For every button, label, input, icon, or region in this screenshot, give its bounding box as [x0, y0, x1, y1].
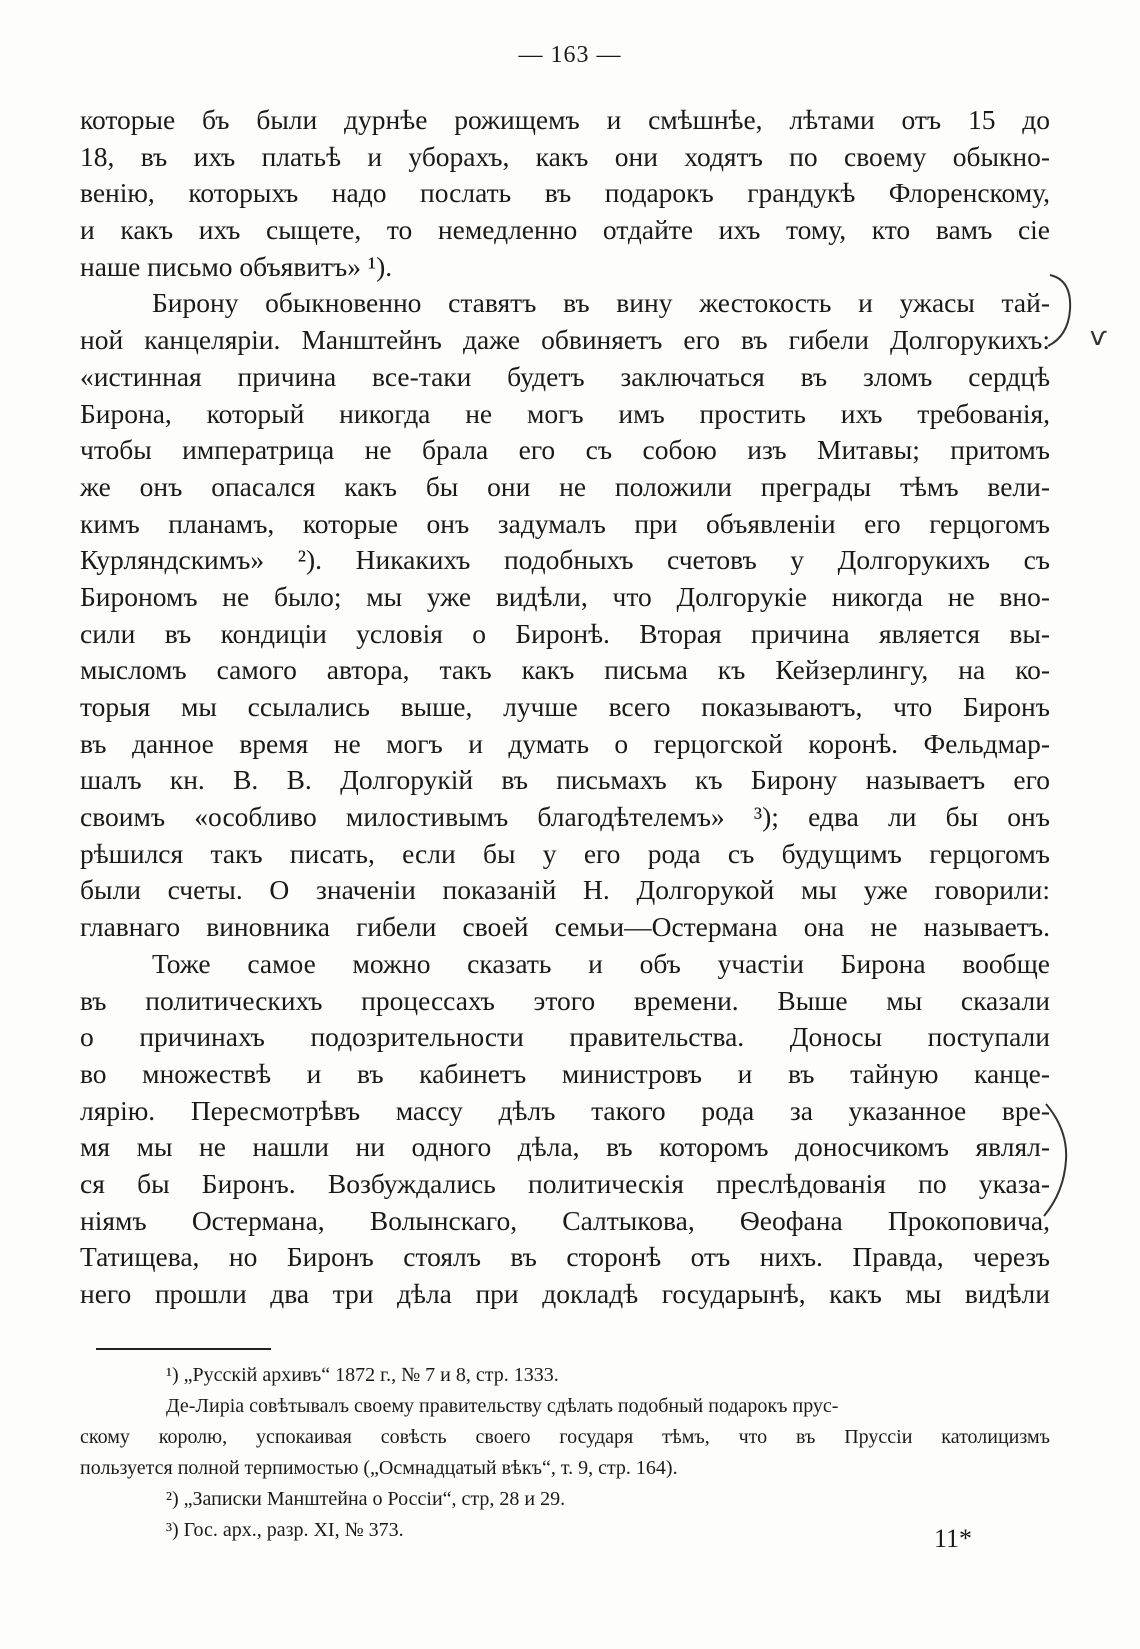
footnote-line: ¹) „Русскій архивъ“ 1872 г., № 7 и 8, стр. 1333.	[166, 1364, 559, 1386]
footnote-line: скому королю, успокаивая совѣсть своего государя тѣмъ, что въ Пруссіи католицизмъ	[80, 1426, 1050, 1448]
body-line: сили въ кондиціи условія о Биронѣ. Вторая причина является вы-	[80, 617, 1050, 649]
paragraph-start-line: Бирону обыкновенно ставятъ въ вину жестокость и ужасы тай-	[152, 287, 1050, 319]
footnote-line: ³) Гос. арх., разр. XI, № 373.	[166, 1519, 404, 1541]
body-line: ся бы Биронъ. Возбуждались политическія преслѣдованія по указа-	[80, 1167, 1050, 1199]
body-line: него прошли два три дѣла при докладѣ государынѣ, какъ мы видѣли	[80, 1278, 1050, 1309]
body-line: которые бъ были дурнѣе рожищемъ и смѣшнѣе, лѣтами отъ 15 до	[80, 104, 1050, 135]
body-line: 18, въ ихъ платьѣ и уборахъ, какъ они ходятъ по своему обыкно-	[80, 140, 1050, 172]
body-line: о причинахъ подозрительности правительства. Доносы поступали	[80, 1021, 1050, 1053]
body-line: ной канцеляріи. Манштейнъ даже обвиняетъ его въ гибели Долгорукихъ:	[80, 324, 1050, 356]
body-line: Бирона, который никогда не могъ имъ простить ихъ требованія,	[80, 397, 1050, 429]
margin-annotation-mark: ѵ	[1090, 322, 1108, 352]
body-line: Бирономъ не было; мы уже видѣли, что Долгорукіе никогда не вно-	[80, 580, 1050, 612]
body-line: чтобы императрица не брала его съ собою изъ Митавы; притомъ	[80, 434, 1050, 466]
body-line: были счеты. О значеніи показаній Н. Долгорукой мы уже говорили:	[80, 874, 1050, 906]
body-line: мысломъ самого автора, такъ какъ письма къ Кейзерлингу, на ко-	[80, 654, 1050, 686]
body-line: въ политическихъ процессахъ этого времени. Выше мы сказали	[80, 984, 1050, 1016]
body-line: же онъ опасался какъ бы они не положили преграды тѣмъ вели-	[80, 470, 1050, 502]
body-line: лярію. Пересмотрѣвъ массу дѣлъ такого рода за указанное вре-	[80, 1094, 1050, 1126]
footnote-line: пользуется полной терпимостью („Осмнадцатый вѣкъ“, т. 9, стр. 164).	[80, 1457, 678, 1479]
page-number: — 163 —	[518, 42, 622, 68]
paragraph-start-line: Тоже самое можно сказать и объ участіи Бирона вообще	[152, 947, 1050, 979]
body-line: въ данное время не могъ и думать о герцогской коронѣ. Фельдмар-	[80, 727, 1050, 759]
body-text	[80, 102, 1050, 1313]
signature-mark: 11*	[934, 1524, 973, 1553]
body-line: «истинная причина все-таки будетъ заключаться въ зломъ сердцѣ	[80, 360, 1050, 392]
footnote-divider	[96, 1348, 271, 1350]
body-line: и какъ ихъ сыщете, то немедленно отдайте ихъ тому, кто вамъ сіе	[80, 214, 1050, 246]
margin-bracket-bottom	[1040, 1100, 1080, 1220]
body-line: Курляндскимъ» ²). Никакихъ подобныхъ счетовъ у Долгорукихъ съ	[80, 544, 1050, 576]
footnote-line: Де-Лиріа совѣтывалъ своему правительству сдѣлать подобный подарокъ прус-	[166, 1395, 839, 1417]
body-line: Татищева, но Биронъ стоялъ въ сторонѣ отъ нихъ. Правда, черезъ	[80, 1241, 1050, 1273]
body-line: главнаго виновника гибели своей семьи—Остермана она не называетъ.	[80, 911, 1050, 943]
body-line: своимъ «особливо милостивымъ благодѣтелемъ» ³); едва ли бы онъ	[80, 801, 1050, 833]
margin-bracket-top	[1040, 270, 1080, 350]
footnotes	[80, 1360, 1050, 1546]
body-line: торыя мы ссылались выше, лучше всего показываютъ, что Биронъ	[80, 691, 1050, 722]
body-line: рѣшился такъ писать, если бы у его рода съ будущимъ герцогомъ	[80, 837, 1050, 869]
body-line: кимъ планамъ, которые онъ задумалъ при объявленіи его герцогомъ	[80, 507, 1050, 539]
body-line: мя мы не нашли ни одного дѣла, въ которомъ доносчикомъ являл-	[80, 1131, 1050, 1163]
body-line: венію, которыхъ надо послать въ подарокъ грандукѣ Флоренскому,	[80, 177, 1050, 209]
body-line: во множествѣ и въ кабинетъ министровъ и въ тайную канце-	[80, 1057, 1050, 1089]
body-line: шалъ кн. В. В. Долгорукій въ письмахъ къ Бирону называетъ его	[80, 764, 1050, 796]
body-line: ніямъ Остермана, Волынскаго, Салтыкова, Ѳеофана Прокоповича,	[80, 1204, 1050, 1236]
footnote-line: ²) „Записки Манштейна о Россіи“, стр, 28 и 29.	[166, 1488, 566, 1510]
body-line: наше письмо объявитъ» ¹).	[80, 250, 393, 282]
